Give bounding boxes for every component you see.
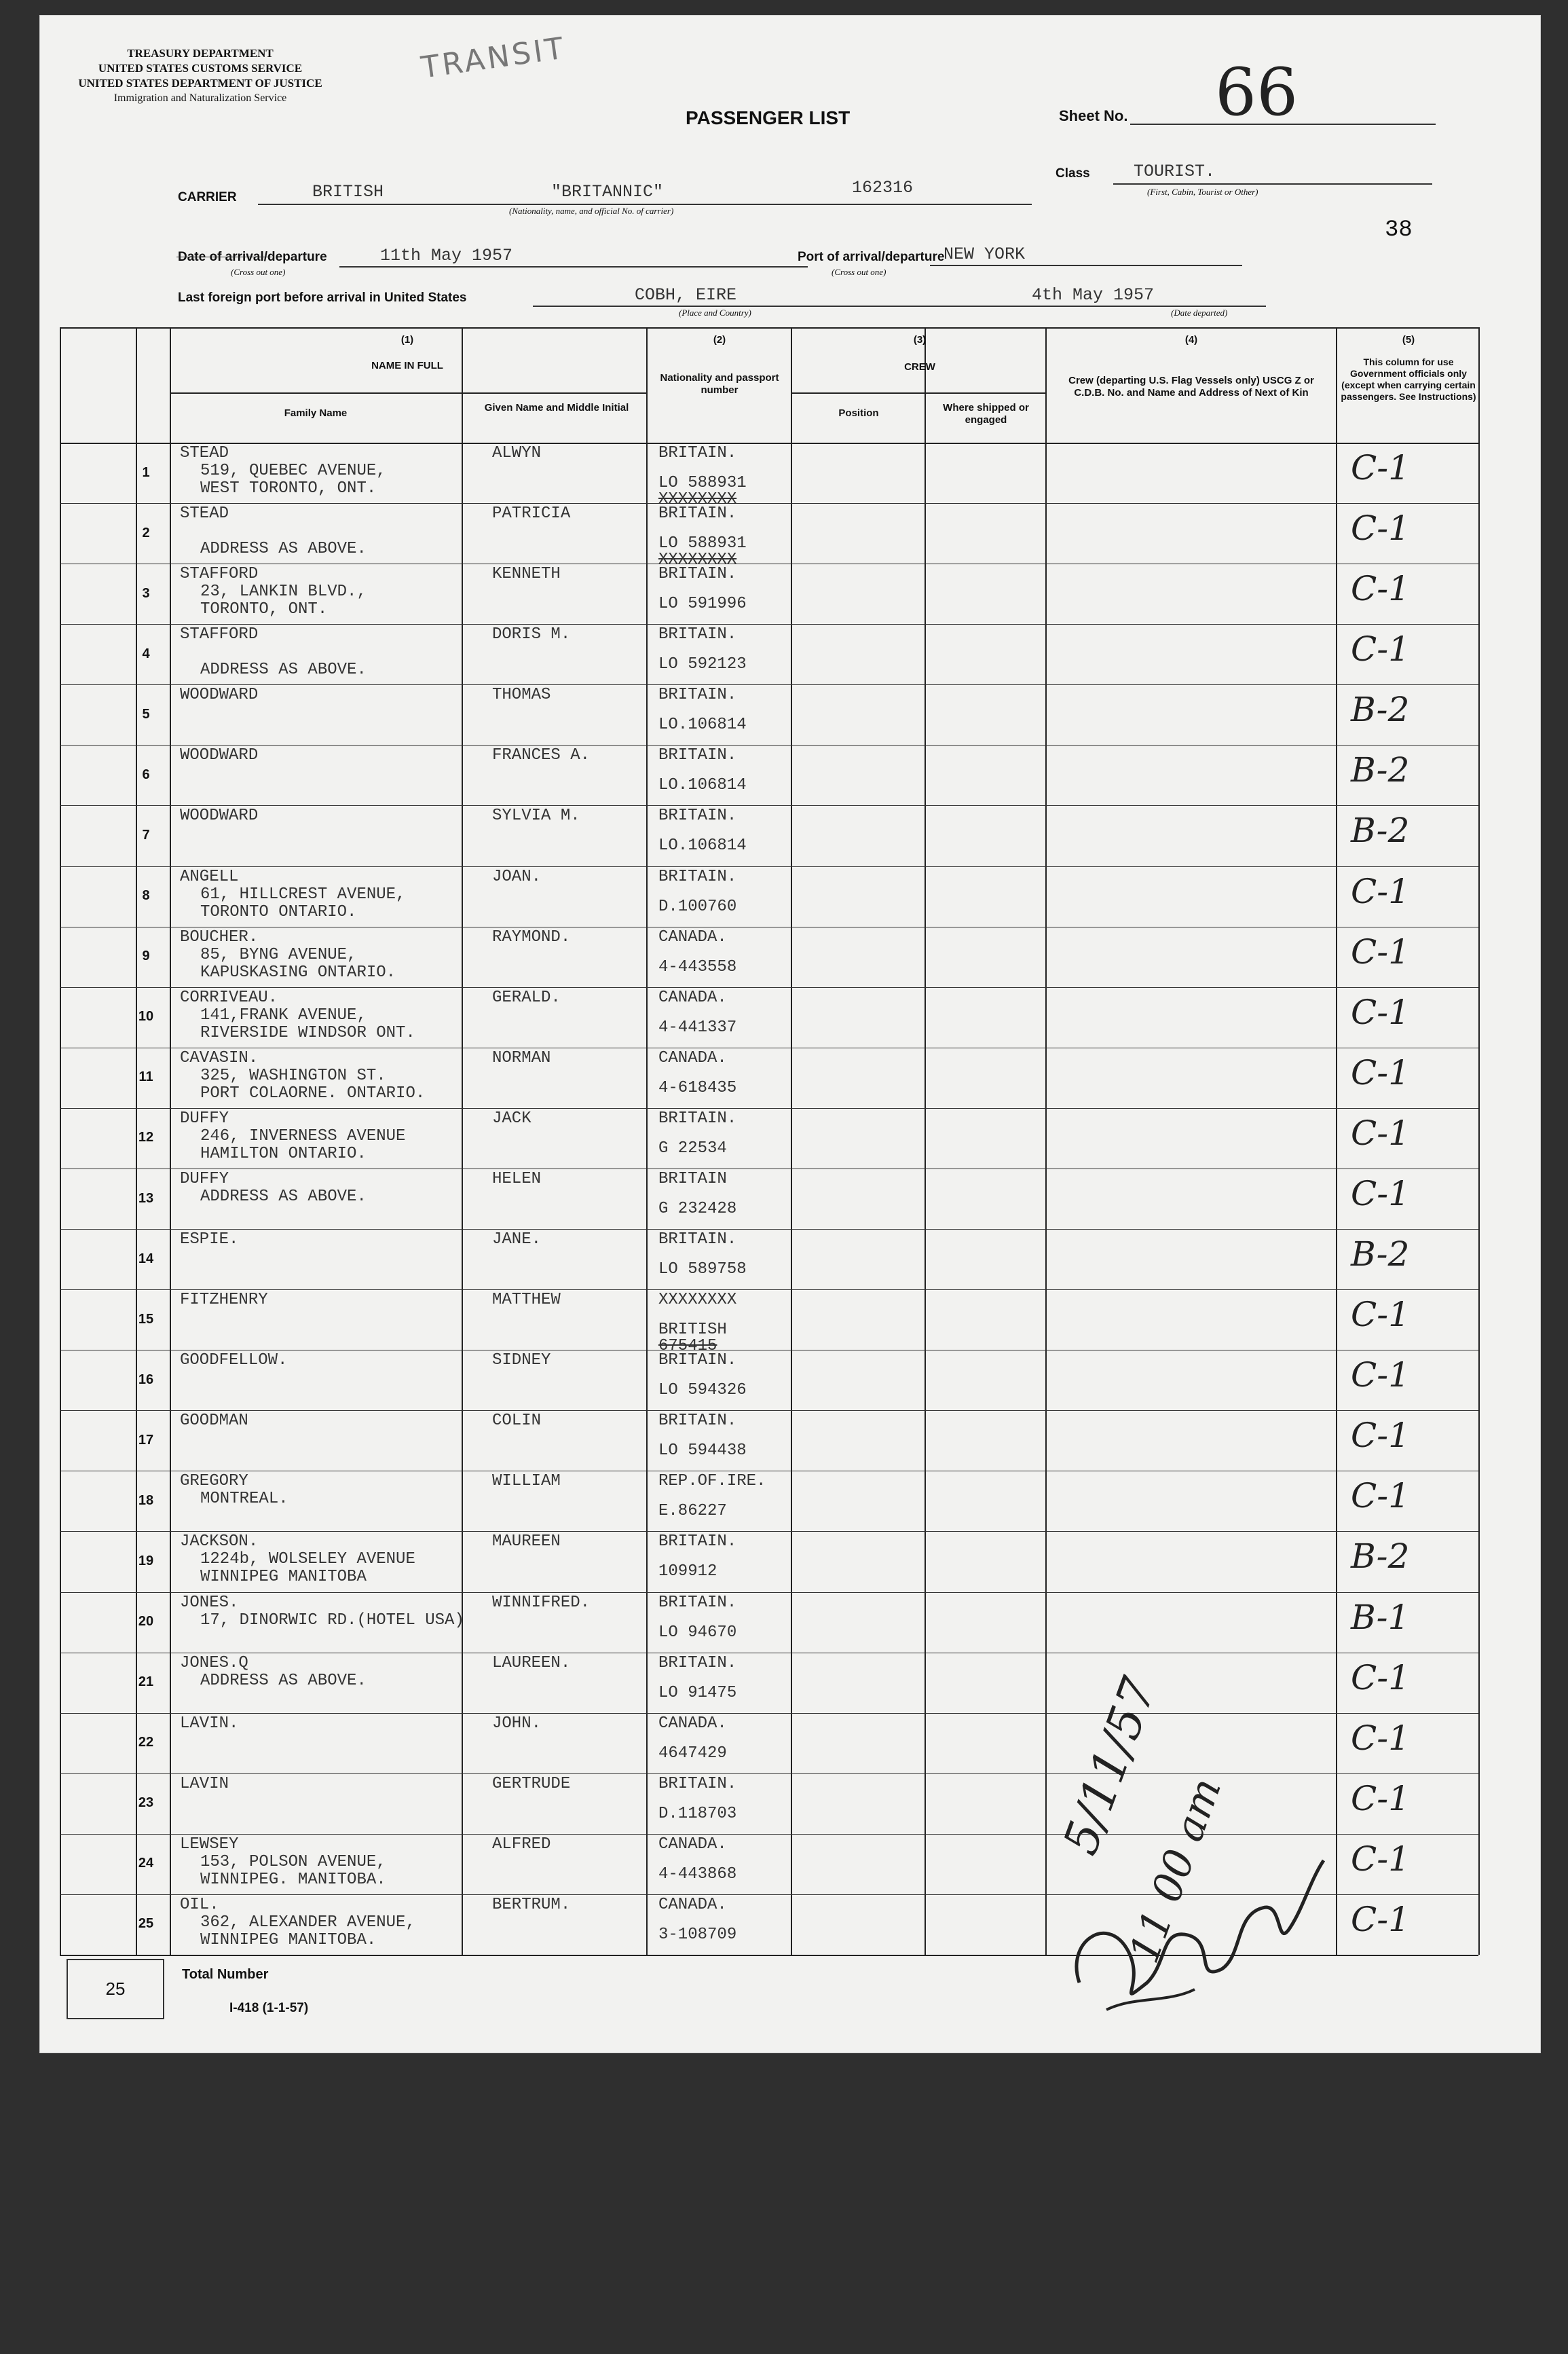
table-column-rule — [1045, 327, 1047, 1955]
family-name: STAFFORD — [180, 625, 259, 644]
passport-number: LO.106814 — [658, 716, 747, 735]
passport-number-extra: 675415 — [658, 1337, 717, 1356]
row-number: 17 — [138, 1432, 154, 1448]
nationality: BRITAIN. — [658, 807, 737, 826]
col1-given-name: Given Name and Middle Initial — [484, 402, 629, 413]
address-line-1: 519, QUEBEC AVENUE, — [200, 462, 386, 480]
table-row-rule — [60, 745, 1478, 746]
official-code: C-1 — [1351, 1355, 1410, 1395]
family-name: CORRIVEAU. — [180, 988, 278, 1007]
official-code: C-1 — [1351, 992, 1410, 1032]
given-name: FRANCES A. — [492, 746, 591, 765]
passport-number: LO 594326 — [658, 1381, 747, 1400]
total-number-box: 25 — [67, 1959, 164, 2019]
family-name: DUFFY — [180, 1109, 229, 1128]
passport-number: BRITISH — [658, 1321, 727, 1340]
table-row-rule — [60, 1410, 1478, 1411]
address-line-1: 153, POLSON AVENUE, — [200, 1852, 386, 1871]
official-code: B-2 — [1351, 690, 1410, 730]
family-name: WOODWARD — [180, 746, 259, 765]
table-row-rule — [60, 684, 1478, 685]
table-column-rule — [170, 327, 171, 1955]
given-name: MATTHEW — [492, 1291, 561, 1310]
arrival-date: 11th May 1957 — [380, 246, 513, 265]
table-subheader-rule — [170, 392, 646, 394]
date-departed: 4th May 1957 — [1032, 285, 1155, 305]
passport-number: LO 588931 — [658, 534, 747, 553]
table-row-rule — [60, 987, 1478, 988]
last-port-caption: (Place and Country) — [679, 308, 751, 318]
official-code: C-1 — [1351, 1778, 1410, 1818]
date-underline — [339, 266, 808, 268]
official-code: B-1 — [1351, 1597, 1410, 1637]
given-name: GERALD. — [492, 988, 561, 1007]
family-name: FITZHENRY — [180, 1291, 268, 1310]
passport-number: 4-618435 — [658, 1078, 737, 1097]
row-number: 21 — [138, 1674, 154, 1690]
table-column-rule — [462, 327, 463, 1955]
family-name: ESPIE. — [180, 1230, 239, 1249]
nationality: BRITAIN — [658, 1169, 727, 1188]
given-name: HELEN — [492, 1169, 542, 1188]
nationality: CANADA. — [658, 988, 727, 1007]
carrier-label: CARRIER — [178, 190, 237, 204]
address-line-2: KAPUSKASING ONTARIO. — [200, 963, 396, 982]
row-number: 3 — [142, 585, 150, 601]
handwritten-38: 38 — [1385, 217, 1413, 243]
date-label: Date of arrival/departure — [178, 250, 327, 264]
table-column-rule — [60, 327, 61, 1955]
address-line-1: 85, BYNG AVENUE, — [200, 945, 357, 964]
passport-number-extra: XXXXXXXX — [658, 551, 737, 570]
family-name: WOODWARD — [180, 807, 259, 826]
agency-line-2: UNITED STATES CUSTOMS SERVICE — [98, 62, 303, 75]
passport-number: 4-443558 — [658, 957, 737, 976]
agency-line-1: TREASURY DEPARTMENT — [127, 47, 274, 60]
official-code: C-1 — [1351, 629, 1410, 669]
table-row-rule — [60, 1108, 1478, 1109]
family-name: LAVIN. — [180, 1714, 239, 1733]
family-name: WOODWARD — [180, 686, 259, 705]
nationality: CANADA. — [658, 927, 727, 946]
table-column-rule — [1336, 327, 1337, 1955]
passport-number: LO 94670 — [658, 1623, 737, 1642]
official-code: C-1 — [1351, 1718, 1410, 1758]
row-number: 23 — [138, 1795, 154, 1811]
passport-number: LO 589758 — [658, 1260, 747, 1279]
handwritten-time-note: 11 00 am — [1120, 1771, 1231, 1970]
table-row-rule — [60, 1713, 1478, 1714]
passport-number: LO 594438 — [658, 1441, 747, 1460]
given-name: ALWYN — [492, 444, 542, 462]
col2-title: Nationality and passport number — [660, 372, 779, 396]
family-name: LAVIN — [180, 1774, 229, 1793]
family-name: STEAD — [180, 504, 229, 523]
row-number: 25 — [138, 1916, 154, 1932]
carrier-caption: (Nationality, name, and official No. of carrier) — [509, 206, 674, 216]
table-row-rule — [60, 1289, 1478, 1290]
given-name: KENNETH — [492, 565, 561, 584]
row-number: 4 — [142, 646, 150, 661]
table-row-rule — [60, 1229, 1478, 1230]
row-number: 1 — [142, 464, 150, 480]
table-row-rule — [60, 805, 1478, 806]
table-row-rule — [60, 866, 1478, 867]
official-code: B-2 — [1351, 1234, 1410, 1274]
col5-title: This column for use Government officials only (except when carrying certain passengers. See Instructions) — [1341, 356, 1476, 402]
last-port-value: COBH, EIRE — [635, 285, 737, 305]
nationality: XXXXXXXX — [658, 1291, 737, 1310]
family-name: STEAD — [180, 444, 229, 462]
nationality: BRITAIN. — [658, 1653, 737, 1672]
given-name: BERTRUM. — [492, 1895, 571, 1914]
passport-number: G 232428 — [658, 1199, 737, 1218]
transit-stamp: TRANSIT — [419, 31, 568, 86]
official-code: C-1 — [1351, 1173, 1410, 1213]
family-name: STAFFORD — [180, 565, 259, 584]
table-row-rule — [60, 443, 1478, 444]
table-column-rule — [791, 327, 792, 1955]
col2-number: (2) — [713, 334, 726, 346]
form-number: I-418 (1-1-57) — [229, 2001, 309, 2015]
row-number: 20 — [138, 1614, 154, 1630]
address-line-1: 246, INVERNESS AVENUE — [200, 1126, 406, 1145]
row-number: 7 — [142, 828, 150, 843]
date-caption: (Cross out one) — [231, 267, 286, 277]
given-name: COLIN — [492, 1412, 542, 1431]
official-code: C-1 — [1351, 932, 1410, 972]
nationality: BRITAIN. — [658, 504, 737, 523]
nationality: BRITAIN. — [658, 625, 737, 644]
official-code: C-1 — [1351, 1899, 1410, 1939]
table-row-rule — [60, 624, 1478, 625]
passport-number-extra: XXXXXXXX — [658, 490, 737, 509]
address-line-2: RIVERSIDE WINDSOR ONT. — [200, 1023, 415, 1042]
nationality: REP.OF.IRE. — [658, 1472, 766, 1491]
row-number: 9 — [142, 949, 150, 964]
table-column-rule — [1478, 327, 1480, 1955]
nationality: BRITAIN. — [658, 1412, 737, 1431]
inspector-signature — [1052, 1833, 1337, 2023]
official-code: B-2 — [1351, 750, 1410, 790]
address-line-2: ADDRESS AS ABOVE. — [200, 540, 367, 559]
nationality: CANADA. — [658, 1714, 727, 1733]
address-line-1: 325, WASHINGTON ST. — [200, 1066, 386, 1085]
nationality: BRITAIN. — [658, 1532, 737, 1551]
port-label: Port of arrival/departure — [798, 250, 945, 264]
row-number: 24 — [138, 1856, 154, 1871]
nationality: BRITAIN. — [658, 746, 737, 765]
passport-number: LO 592123 — [658, 655, 747, 674]
row-number: 11 — [138, 1069, 153, 1085]
table-column-rule — [646, 327, 648, 1955]
class-value: TOURIST. — [1134, 162, 1216, 181]
given-name: ALFRED — [492, 1835, 551, 1854]
carrier-underline — [258, 204, 1032, 205]
address-line-1: MONTREAL. — [200, 1490, 288, 1509]
passport-number: D.100760 — [658, 897, 737, 916]
family-name: LEWSEY — [180, 1835, 239, 1854]
passport-number: E.86227 — [658, 1502, 727, 1521]
given-name: RAYMOND. — [492, 927, 571, 946]
family-name: ANGELL — [180, 867, 239, 886]
given-name: PATRICIA — [492, 504, 571, 523]
given-name: MAUREEN — [492, 1532, 561, 1551]
official-code: C-1 — [1351, 448, 1410, 488]
carrier-number: 162316 — [852, 178, 914, 198]
row-number: 18 — [138, 1492, 154, 1508]
official-code: C-1 — [1351, 1416, 1410, 1456]
address-line-1: ADDRESS AS ABOVE. — [200, 1671, 367, 1690]
family-name: BOUCHER. — [180, 927, 259, 946]
passport-number: 4-441337 — [658, 1018, 737, 1037]
table-subheader-rule — [791, 392, 1045, 394]
col3-title: CREW — [904, 361, 935, 373]
col5-number: (5) — [1402, 334, 1415, 346]
given-name: DORIS M. — [492, 625, 571, 644]
given-name: NORMAN — [492, 1048, 551, 1067]
table-column-rule — [925, 327, 926, 1955]
class-underline — [1113, 183, 1432, 185]
agency-line-4: Immigration and Naturalization Service — [113, 92, 287, 104]
given-name: WINNIFRED. — [492, 1593, 591, 1612]
nationality: BRITAIN. — [658, 1593, 737, 1612]
port-caption: (Cross out one) — [832, 267, 886, 277]
address-line-1: 61, HILLCREST AVENUE, — [200, 885, 406, 904]
address-line-2: HAMILTON ONTARIO. — [200, 1144, 367, 1163]
address-line-1: 1224b, WOLSELEY AVENUE — [200, 1550, 415, 1569]
nationality: BRITAIN. — [658, 686, 737, 705]
address-line-1: 141,FRANK AVENUE, — [200, 1006, 367, 1025]
official-code: B-2 — [1351, 811, 1410, 851]
col3-where-shipped: Where shipped or engaged — [943, 402, 1029, 426]
official-code: C-1 — [1351, 1839, 1410, 1879]
total-number-label: Total Number — [182, 1967, 269, 1982]
passport-number: 4-443868 — [658, 1864, 737, 1883]
family-name: GOODFELLOW. — [180, 1351, 288, 1370]
col4-title: Crew (departing U.S. Flag Vessels only) USCG Z or C.D.B. No. and Name and Address of Next of Kin — [1068, 375, 1314, 399]
row-number: 15 — [138, 1311, 154, 1327]
address-line-1: 17, DINORWIC RD.(HOTEL USA) — [200, 1611, 464, 1630]
official-code: C-1 — [1351, 1476, 1410, 1516]
address-line-2: WEST TORONTO, ONT. — [200, 479, 377, 498]
sheet-label: Sheet No. — [1059, 107, 1128, 124]
address-line-2: TORONTO, ONT. — [200, 600, 328, 619]
last-port-label: Last foreign port before arrival in United States — [178, 291, 467, 305]
passport-number: LO 591996 — [658, 595, 747, 614]
sheet-number: 66 — [1215, 54, 1299, 130]
row-number: 10 — [138, 1009, 154, 1025]
row-number: 16 — [138, 1372, 154, 1387]
agency-header — [41, 46, 360, 106]
port-underline — [930, 265, 1242, 266]
given-name: LAUREEN. — [492, 1653, 571, 1672]
family-name: JONES. — [180, 1593, 239, 1612]
given-name: SYLVIA M. — [492, 807, 580, 826]
family-name: OIL. — [180, 1895, 219, 1914]
table-row-rule — [60, 1773, 1478, 1774]
col1-family-name: Family Name — [284, 407, 348, 419]
row-number: 2 — [142, 525, 150, 540]
given-name: WILLIAM — [492, 1472, 561, 1491]
passport-number: 4647429 — [658, 1744, 727, 1763]
nationality: BRITAIN. — [658, 1109, 737, 1128]
family-name: CAVASIN. — [180, 1048, 259, 1067]
address-line-2: ADDRESS AS ABOVE. — [200, 661, 367, 680]
nationality: BRITAIN. — [658, 867, 737, 886]
row-number: 6 — [142, 767, 150, 782]
nationality: BRITAIN. — [658, 444, 737, 462]
handwritten-date-note: 5/11/57 — [1052, 1670, 1168, 1862]
nationality: CANADA. — [658, 1835, 727, 1854]
official-code: C-1 — [1351, 871, 1410, 911]
address-line-2: TORONTO ONTARIO. — [200, 902, 357, 921]
row-number: 5 — [142, 706, 150, 722]
col1-title: NAME IN FULL — [371, 360, 443, 371]
row-number: 14 — [138, 1251, 154, 1266]
passport-number: 3-108709 — [658, 1925, 737, 1944]
address-line-1: 362, ALEXANDER AVENUE, — [200, 1913, 415, 1932]
given-name: JOHN. — [492, 1714, 542, 1733]
family-name: GREGORY — [180, 1472, 248, 1491]
col4-number: (4) — [1184, 334, 1198, 346]
given-name: SIDNEY — [492, 1351, 551, 1370]
family-name: JACKSON. — [180, 1532, 259, 1551]
given-name: JANE. — [492, 1230, 542, 1249]
table-row-rule — [60, 1531, 1478, 1532]
row-number: 22 — [138, 1735, 154, 1750]
col1-number: (1) — [400, 334, 414, 346]
official-code: C-1 — [1351, 1657, 1410, 1697]
address-line-1: ADDRESS AS ABOVE. — [200, 1187, 367, 1206]
table-row-rule — [60, 1592, 1478, 1593]
passport-number: 109912 — [658, 1562, 717, 1581]
date-departed-caption: (Date departed) — [1171, 308, 1228, 318]
family-name: DUFFY — [180, 1169, 229, 1188]
carrier-nationality: BRITISH — [312, 182, 384, 202]
nationality: BRITAIN. — [658, 1230, 737, 1249]
table-row-rule — [60, 503, 1478, 504]
passport-number: LO.106814 — [658, 836, 747, 856]
port-value: NEW YORK — [944, 244, 1026, 264]
table-row-rule — [60, 327, 1478, 329]
col3-number: (3) — [913, 334, 927, 346]
passport-number: LO.106814 — [658, 776, 747, 795]
page-title: PASSENGER LIST — [686, 107, 851, 128]
nationality: CANADA. — [658, 1895, 727, 1914]
given-name: JACK — [492, 1109, 531, 1128]
family-name: GOODMAN — [180, 1412, 248, 1431]
row-number: 13 — [138, 1190, 154, 1206]
nationality: BRITAIN. — [658, 1351, 737, 1370]
address-line-2: WINNIPEG MANITOBA. — [200, 1930, 377, 1949]
address-line-2: WINNIPEG MANITOBA — [200, 1568, 367, 1587]
carrier-name: "BRITANNIC" — [551, 182, 664, 202]
official-code: C-1 — [1351, 1295, 1410, 1335]
official-code: B-2 — [1351, 1537, 1410, 1577]
agency-line-3: UNITED STATES DEPARTMENT OF JUSTICE — [78, 77, 322, 90]
official-code: C-1 — [1351, 569, 1410, 609]
passport-number: LO 91475 — [658, 1683, 737, 1702]
family-name: JONES.Q — [180, 1653, 248, 1672]
official-code: C-1 — [1351, 509, 1410, 549]
nationality: BRITAIN. — [658, 565, 737, 584]
last-port-underline — [533, 306, 1266, 307]
nationality: BRITAIN. — [658, 1774, 737, 1793]
passport-number: LO 588931 — [658, 474, 747, 492]
row-number: 8 — [142, 888, 150, 904]
official-code: C-1 — [1351, 1113, 1410, 1153]
address-line-2: WINNIPEG. MANITOBA. — [200, 1870, 386, 1889]
passport-number: G 22534 — [658, 1139, 727, 1158]
nationality: CANADA. — [658, 1048, 727, 1067]
address-line-2: PORT COLAORNE. ONTARIO. — [200, 1084, 426, 1103]
given-name: THOMAS — [492, 686, 551, 705]
official-code: C-1 — [1351, 1052, 1410, 1092]
given-name: GERTRUDE — [492, 1774, 571, 1793]
row-number: 12 — [138, 1130, 154, 1145]
passport-number: D.118703 — [658, 1804, 737, 1823]
given-name: JOAN. — [492, 867, 542, 886]
class-label: Class — [1056, 166, 1090, 181]
col3-position: Position — [838, 407, 879, 419]
address-line-1: 23, LANKIN BLVD., — [200, 583, 367, 602]
row-number: 19 — [138, 1553, 154, 1568]
class-caption: (First, Cabin, Tourist or Other) — [1147, 187, 1258, 197]
